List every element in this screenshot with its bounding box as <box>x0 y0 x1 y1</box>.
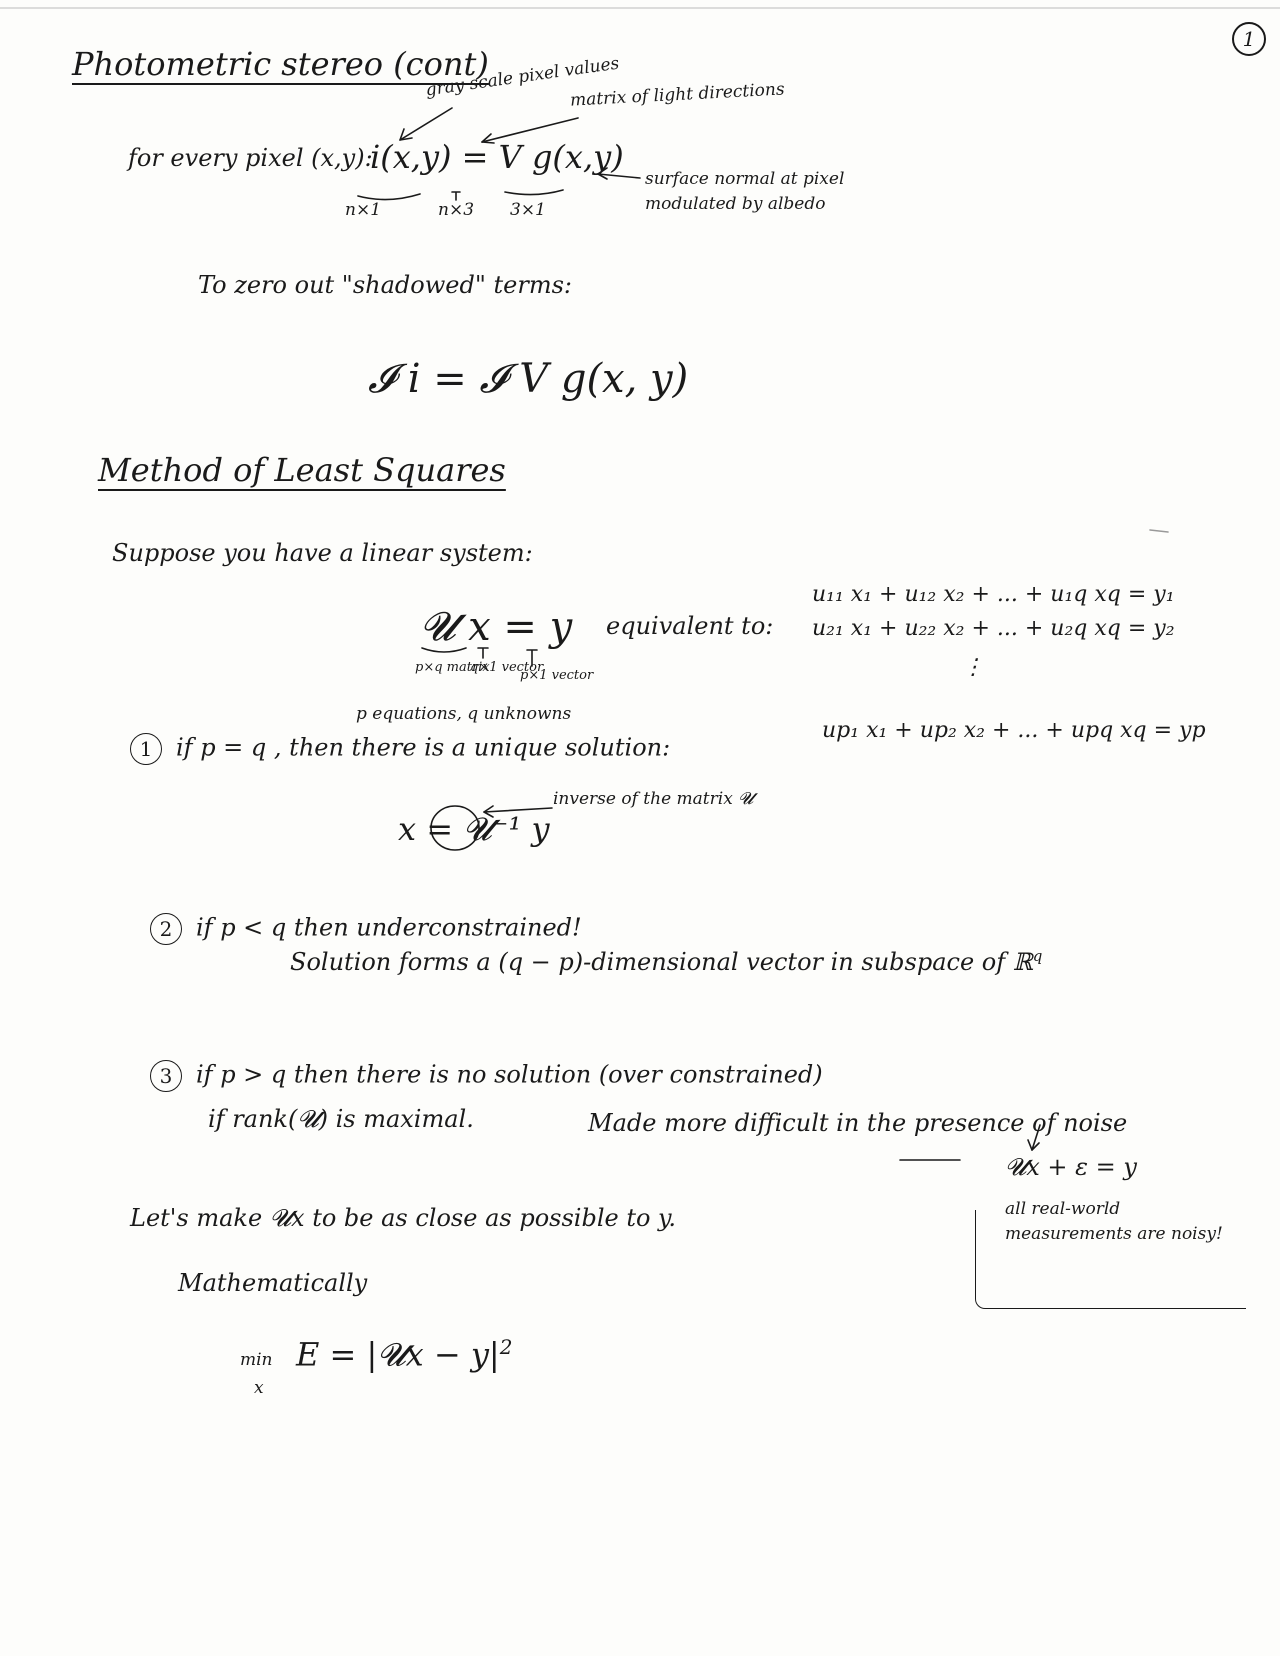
annotation-gray-scale: gray scale pixel values <box>424 53 621 101</box>
dim-y: p×1 vector <box>520 668 594 683</box>
min-equation-exponent: 2 <box>499 1335 513 1359</box>
dim-g: 3×1 <box>510 200 546 220</box>
mathematically-text: Mathematically <box>178 1269 368 1297</box>
photometric-equation: i(x,y) = V g(x,y) <box>370 138 624 176</box>
dim-i: n×1 <box>345 200 382 220</box>
min-variable: x <box>254 1378 264 1398</box>
case-1-solution: x = 𝓤⁻¹ y <box>398 810 550 848</box>
case-1-annotation: inverse of the matrix 𝓤 <box>553 789 754 809</box>
case-3-number: 3 <box>150 1060 182 1092</box>
tick-v <box>452 192 460 200</box>
min-label: min <box>240 1350 273 1370</box>
case-2 <box>150 913 582 945</box>
arrow-epsilon-head <box>1028 1140 1039 1150</box>
section-title-photometric-stereo: Photometric stereo (cont) <box>72 45 489 83</box>
case-2-text: if p < q then underconstrained! <box>196 913 582 942</box>
photometric-prefix: for every pixel (x,y): <box>128 144 373 172</box>
case-2-superscript: q <box>1032 947 1043 965</box>
lets-make-text: Let's make 𝓤x to be as close as possible to y. <box>130 1204 677 1232</box>
noise-note-1: all real-world <box>1005 1199 1121 1219</box>
main-equation: 𝓤 x = y <box>420 604 573 650</box>
case-3 <box>150 1060 823 1092</box>
annotation-surface-normal-2: modulated by albedo <box>645 194 826 214</box>
case-3-noise: Made more difficult in the presence of noise <box>588 1109 1128 1137</box>
case-3-text: if p > q then there is no solution (over constrained) <box>196 1060 823 1089</box>
case-3-detail: if rank(𝓤) is maximal. <box>208 1105 474 1133</box>
underbrace-i <box>358 194 420 200</box>
case-2-number: 2 <box>150 913 182 945</box>
min-equation <box>296 1335 512 1374</box>
p-equations-text: p equations, q unknowns <box>356 704 572 724</box>
dim-x: q×1 vector <box>470 660 544 675</box>
system-row-2: u₂₁ x₁ + u₂₂ x₂ + ... + u₂q xq = y₂ <box>812 616 1175 641</box>
dim-u: p×q matrix <box>415 660 490 675</box>
case-1-number: 1 <box>130 733 162 765</box>
equivalent-text: equivalent to: <box>606 612 774 640</box>
suppose-text: Suppose you have a linear system: <box>112 539 533 567</box>
case-1-text: if p = q , then there is a unique solution: <box>176 733 671 762</box>
case-1 <box>130 733 670 765</box>
min-equation-body: E = |𝓤x − y| <box>296 1335 500 1374</box>
scan-mark <box>1150 530 1168 532</box>
page-number: 1 <box>1232 22 1266 56</box>
case-2-detail-text: Solution forms a (q − p)-dimensional vector in subspace of ℝ <box>290 948 1033 976</box>
zero-out-text: To zero out "shadowed" terms: <box>198 271 572 299</box>
masked-equation: 𝓘 i = 𝓘 V g(x, y) <box>368 356 689 402</box>
system-row-p: up₁ x₁ + up₂ x₂ + ... + upq xq = yp <box>822 718 1206 743</box>
case-2-detail <box>290 948 1042 977</box>
arrow-gray-scale <box>400 108 452 140</box>
dim-v: n×3 <box>438 200 475 220</box>
system-row-1: u₁₁ x₁ + u₁₂ x₂ + ... + u₁q xq = y₁ <box>812 582 1175 607</box>
system-row-dots: ⋮ <box>962 655 984 680</box>
annotation-light-matrix: matrix of light directions <box>569 79 786 111</box>
annotation-surface-normal-1: surface normal at pixel <box>645 169 845 189</box>
noise-equation: 𝓤x + ε = y <box>1005 1153 1137 1181</box>
noise-note-2: measurements are noisy! <box>1005 1224 1223 1244</box>
section-title-least-squares: Method of Least Squares <box>98 451 506 489</box>
underbrace-g <box>505 190 563 195</box>
